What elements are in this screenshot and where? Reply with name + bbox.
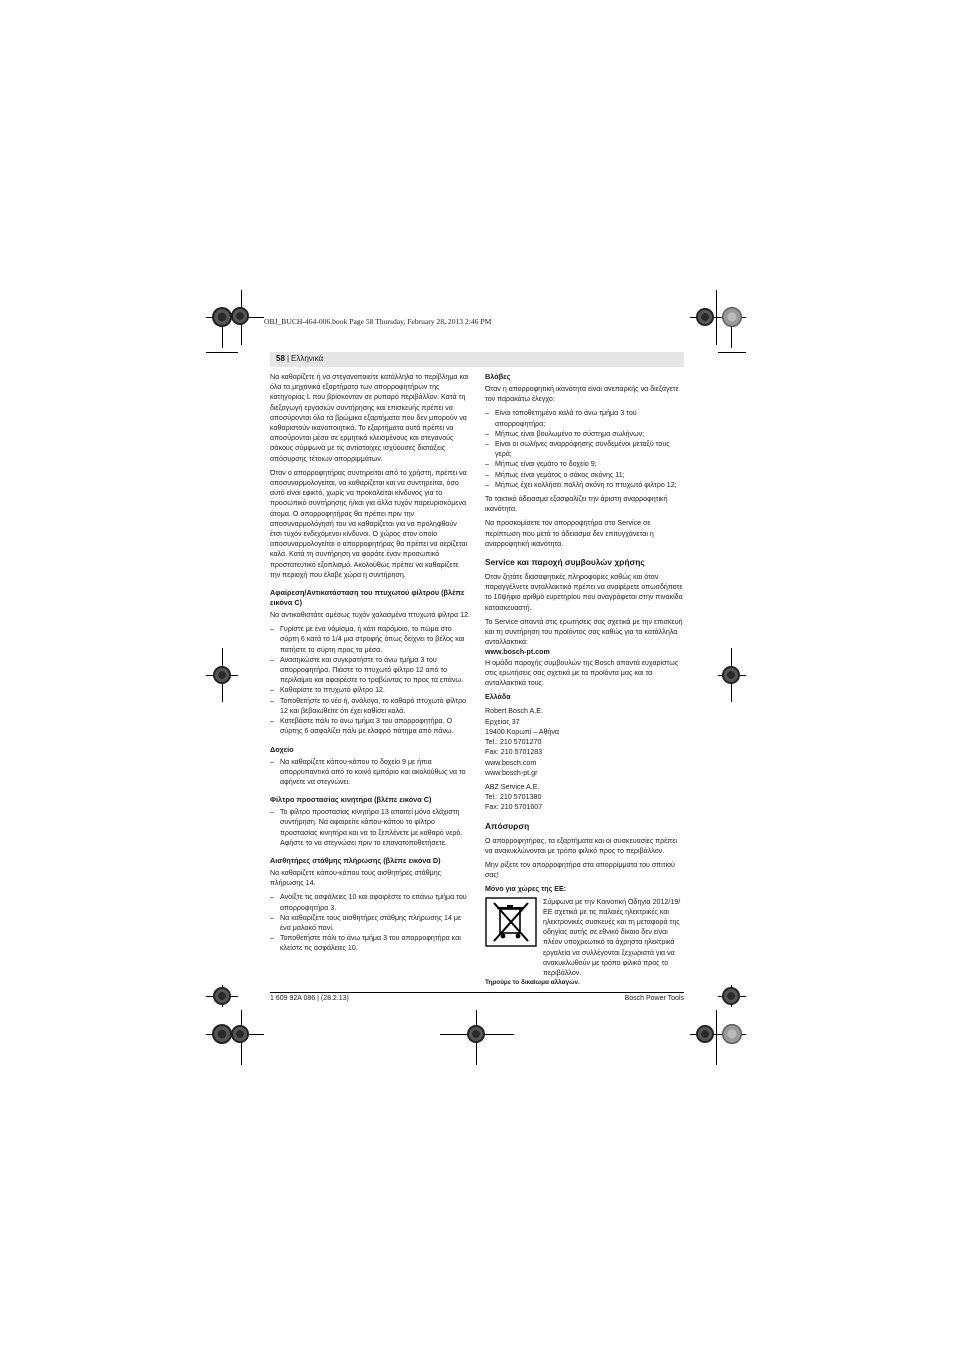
registration-mark-icon: [212, 1024, 232, 1044]
motor-filter-steps: [270, 807, 470, 848]
registration-mark-icon: [467, 1025, 485, 1043]
list-item: – Να καθαρίζετε κάπου-κάπου το δοχείο 9 με ήπια απορρυπαντικά από το κοινό εμπόριο και ακολούθως να το αφήνετε να στεγνώνει.: [270, 757, 470, 788]
faults-paragraph-2: Το τακτικό άδειασμα εξασφαλίζει την άριστη αναρροφητική ικανότητα.: [485, 495, 668, 514]
address-line: ABZ Service A.E.: [485, 782, 540, 791]
address-line: Tel.: 210 5701380: [485, 793, 542, 802]
footer-divider: [270, 992, 684, 993]
color-bar-dial-icon: [722, 307, 742, 327]
list-item: – Μήπως είναι γεμάτος ο σάκος σκόνης 11;: [485, 470, 685, 480]
disposal-heading: Απόσυρση: [485, 820, 530, 831]
list-item: – Μήπως είναι γεμάτο το δοχείο 9;: [485, 459, 685, 469]
header-separator: |: [287, 354, 290, 363]
faults-paragraph-3: Να προσκομίσετε τον απορροφητήρα στο Service σε περίπτωση που μετά το άδειασμα δεν επιτυγχάνεται η αναρροφητική ικανότητα.: [485, 519, 654, 548]
section-language: Ελληνικά: [291, 354, 324, 363]
container-steps: [270, 757, 470, 788]
list-item: – Γυρίστε με ένα νόμισμα, ή κάτι παρόμοιο, το πώμα στο σύρτη 6 κατά το 1/4 μια στροφής όπως δείχνει το βέλος και πατήστε το σύρτη προς τα μέσα.: [270, 624, 470, 655]
list-item: – Το φίλτρο προστασίας κινητήρα 13 απαιτεί μόνο ελάχιστη συντήρηση. Να αφαιρείτε κάπου-κάπου το φίλτρο προστασίας κινητήρα και να το ξεπλένετε με καθαρό νερό. Αφήστε το να στεγνώσει πριν το επανατοποθετήσετε.: [270, 807, 470, 848]
faults-text: Όταν η απορροφητική ικανότητα είναι ανεπαρκής να διεξάγετε τον παρακάτω έλεγχο:: [485, 385, 679, 404]
registration-mark-icon: [231, 1025, 249, 1043]
list-item: – Τοποθετήστε το νέο ή, ανάλογα, το καθαρό πτυχωτό φίλτρο 12 και βεβαιωθείτε ότι έχει καθίσει καλά.: [270, 696, 470, 716]
address-line: Fax: 210 5701607: [485, 803, 543, 812]
address-line: Ερχείας 37: [485, 717, 520, 726]
eu-directive-text: Σύμφωνα με την Κοινοτική Οδηγία 2012/19/ΕΕ σχετικά με τις παλαιές ηλεκτρικές και ηλεκτρονικές συσκευές και τη μεταφορά της οδηγίας αυτής σε εθνικό δίκαιο δεν είναι πλέον υποχρεωτικό τα άχρηστα ηλεκτρικά εργαλεία να συλλέγονται ξεχωριστά για να ανακυκλωθούν με τρόπο φιλικό προς το περιβάλλον.: [543, 897, 681, 977]
list-item: – Μήπως έχει κολλήσει πολλή σκόνη το πτυχωτό φίλτρο 12;: [485, 480, 685, 490]
address-line[interactable]: www.bosch-pt.gr: [485, 768, 538, 777]
service-paragraph-1: Όταν ζητάτε διασαφητικές πληροφορίες καθώς και όταν παραγγέλνετε ανταλλακτικά πρέπει να αναφέρετε οπωσδήποτε το 10ψήφιο αριθμό ευρετηρίου που αναγράφεται στην πινακίδα κατασκευαστή.: [485, 573, 683, 612]
intro-paragraph-2: Όταν ο απορροφητήρας συντηρείται από το χρήστη, πρέπει να αποσυναρμολογείται, να καθαρίζεται και να συντηρείται, όσο αυτό είναι εφικτό, χωρίς να προκαλείται κίνδυνος για το προσωπικό συντήρησης ή/και για άλλα τυχόν παρευρισκόμενα άτομα. Ο απορροφητήρας θα πρέπει πριν την αποσυναρμολόγησή του να καθαρίζεται για να προληφθούν έτσι τυχόν ενδεχόμενοι κίνδυνοι. Ο χώρος στον οποίο αποσυναρμολογείται ο απορροφητήρας θα πρέπει να αερίζεται καλά. Κατά τη συντήρηση να φοράτε έναν προσωπικό προστατευτικό εξοπλισμό. Ακολούθως πρέπει να καθαρίζετε την περιοχή που έλαβε χώρα η συντήρηση.: [270, 468, 468, 579]
container-heading: Δοχείο: [270, 744, 294, 754]
list-item: – Καθαρίστε το πτυχωτό φίλτρο 12.: [270, 685, 470, 695]
filter-heading: Αφαίρεση/Αντικατάσταση του πτυχωτού φίλτρου (βλέπε εικόνα C): [270, 588, 465, 608]
footer-part-number: 1 609 92A 086 | (28.2.13): [270, 995, 349, 1002]
address-line[interactable]: www.bosch.com: [485, 758, 537, 767]
eu-heading: Μόνο για χώρες της ΕΕ:: [485, 885, 567, 894]
disposal-paragraph-1: Ο απορροφητήρας, τα εξαρτήματα και οι συσκευασίες πρέπει να ανακυκλώνονται με τρόπο φιλικό προς το περιβάλλον.: [485, 836, 677, 855]
left-column: [270, 372, 470, 958]
service-paragraph-2: Το Service απαντά στις ερωτήσεις σας σχετικά με την επισκευή και τη συντήρηση του προϊόντος σας καθώς για τα κατάλληλα ανταλλακτικά:: [485, 617, 683, 647]
list-item: – Είναι τοποθετημένο καλά το άνω τμήμα 3 του απορροφητήρα;: [485, 408, 685, 428]
intro-paragraph: Να καθαρίζετε ή να στεγανοποιείτε κατάλληλα το περίβλημα και όλα τα μηχανικά εξαρτήματα των απορροφητήρων της κατηγορίας L που βρίσκονταν σε ρυπαρό περιβάλλον. Κατά τη διεξαγωγή εργασιών συντήρησης και επισκευής πρέπει να αποσύρονται όλα τα βρώμικα εξαρτήματα που δεν μπορούν να καθαριστούν ικανοποιητικά. Το εξαρτήματα αυτά πρέπει να αποσύρονται μέσα σε ερμητικά κλεισμένους και στεγανούς σάκους σύμφωνα με τις αντίστοιχες ισχύουσες διατάξεις απόσυρσης τέτοιων απορριμμάτων.: [270, 373, 469, 463]
registration-mark-icon: [213, 666, 231, 684]
page-number: 58: [276, 354, 285, 363]
book-slug: OBJ_BUCH-464-006.book Page 58 Thursday, February 28, 2013 2:46 PM: [264, 317, 492, 326]
list-item: – Ανοίξτε τις ασφάλειες 10 και αφαιρέστε το επάνω τμήμα του απορροφητήρα 3.: [270, 892, 470, 912]
sensor-steps: [270, 892, 470, 953]
list-item: – Μήπως είναι βουλωμένο το σύστημα σωλήνων;: [485, 429, 685, 439]
address-line: Tel.: 210 5701270: [485, 738, 542, 747]
weee-block: [485, 897, 685, 979]
faults-checklist: [485, 408, 685, 490]
service-url[interactable]: www.bosch-pt.com: [485, 648, 550, 657]
faults-heading: Βλάβες: [485, 372, 511, 381]
service-paragraph-3: Η ομάδα παροχής συμβουλών της Bosch απαντά ευχαρίστως στις ερωτήσεις σας σχετικά με τα προϊόντα μας και τα ανταλλακτικά τους.: [485, 658, 679, 688]
list-item: – Ανασηκώστε και συγκρατήστε το άνω τμήμα 3 του απορροφητήρα. Πιάστε το πτυχωτό φίλτρο 12 από το περιλαίμιο και αφαιρέστε το τραβώντας το προς τα επάνω.: [270, 655, 470, 686]
right-column: [485, 372, 685, 992]
reserve-rights-note: Τηρούμε το δικαίωμα αλλαγών.: [485, 979, 580, 987]
footer-brand: Bosch Power Tools: [624, 995, 684, 1002]
country-heading: Ελλάδα: [485, 693, 511, 702]
registration-mark-icon: [213, 987, 231, 1005]
motor-filter-heading: Φίλτρο προστασίας κινητήρα (βλέπε εικόνα C): [270, 795, 432, 805]
list-item: – Κατεβάστε πάλι το άνω τμήμα 3 του απορροφητήρα. Ο σύρτης 6 ασφαλίζει πάλι με ελαφρό πάτημα από πάνω.: [270, 716, 470, 736]
list-item: – Να καθαρίζετε τους αισθητήρες στάθμης πλήρωσης 14 με ένα μαλακό πανί.: [270, 913, 470, 933]
address-bosch: [485, 706, 685, 777]
registration-mark-icon: [696, 308, 714, 326]
page-header: [270, 352, 684, 367]
service-heading: Service και παροχή συμβουλών χρήσης: [485, 557, 645, 568]
color-bar-dial-icon: [722, 1024, 742, 1044]
list-item: – Τοποθετήστε πάλι το άνω τμήμα 3 του απορροφητήρα και κλείστε τις ασφάλειες 10.: [270, 933, 470, 953]
registration-mark-icon: [722, 987, 740, 1005]
sensor-text: Να καθαρίζετε κάπου-κάπου τους αισθητήρες στάθμης πλήρωσης 14.: [270, 868, 442, 888]
address-line: 19400 Κορωπί – Αθήνα: [485, 727, 559, 736]
list-item: – Είναι οι σωλήνες αναρρόφησης συνδεμένοι μεταξύ τους γερά;: [485, 439, 685, 459]
filter-steps: [270, 624, 470, 736]
sensor-heading: Αισθητήρες στάθμης πλήρωσης (βλέπε εικόνα D): [270, 855, 441, 865]
registration-mark-icon: [722, 666, 740, 684]
address-line: Robert Bosch A.E.: [485, 707, 543, 716]
address-abz: [485, 782, 685, 813]
filter-text: Να αντικαθιστάτε αμέσως τυχόν χαλασμένα πτυχωτά φίλτρα 12.: [270, 611, 470, 620]
registration-mark-icon: [696, 1025, 714, 1043]
disposal-paragraph-2: Μην ρίξετε τον απορροφητήρα στα απορρίμματα του σπιτιού σας!: [485, 860, 675, 880]
address-line: Fax: 210 5701283: [485, 748, 543, 757]
crossed-out-wheelie-bin-icon: [485, 897, 537, 947]
registration-mark-icon: [231, 307, 249, 325]
registration-mark-icon: [212, 307, 232, 327]
